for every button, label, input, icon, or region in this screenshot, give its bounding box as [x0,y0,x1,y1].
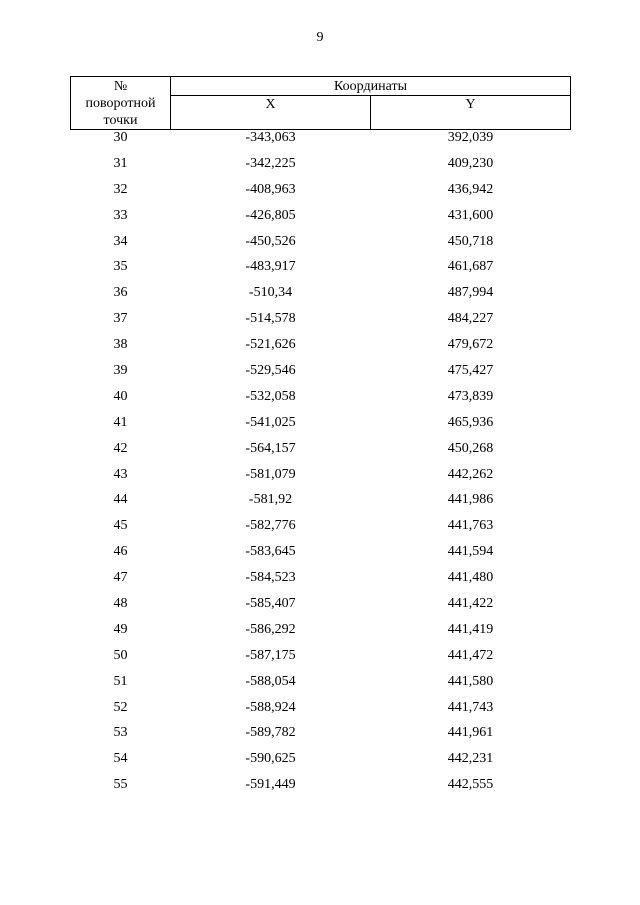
x-coordinate-cell: -591,449 [245,777,296,793]
table-row [71,337,571,363]
y-coordinate-cell: 473,839 [447,388,494,404]
y-coordinate-cell: 436,942 [447,181,494,197]
table-row [71,725,571,751]
table-row [71,544,571,570]
y-coordinate-cell: 442,262 [447,466,494,482]
point-number-cell: 43 [113,466,128,482]
table-row [71,518,571,544]
y-coordinate-cell: 409,230 [447,155,494,171]
table-row [71,285,571,311]
x-coordinate-cell: -510,34 [248,285,293,301]
y-coordinate-cell: 465,936 [447,414,494,430]
x-coordinate-cell: -483,917 [245,259,296,275]
point-number-cell: 44 [113,492,128,508]
x-coordinate-cell: -408,963 [245,181,296,197]
point-number-header-line1: № [113,78,128,94]
y-coordinate-cell: 431,600 [447,207,494,223]
table-row [71,648,571,674]
point-number-cell: 40 [113,388,128,404]
x-coordinate-cell: -581,92 [248,492,293,508]
point-number-cell: 52 [113,699,128,715]
point-number-cell: 45 [113,518,128,534]
table-row [71,156,571,182]
table-row [71,700,571,726]
y-header: Y [371,96,571,130]
table-row [71,363,571,389]
x-coordinate-cell: -564,157 [245,440,296,456]
table-row [71,415,571,441]
table-row [71,492,571,518]
point-number-cell: 39 [113,363,128,379]
y-coordinate-cell: 441,743 [447,699,494,715]
table-row [71,259,571,285]
y-coordinate-cell: 461,687 [447,259,494,275]
point-number-cell: 33 [113,207,128,223]
table-body [71,130,571,804]
x-coordinate-cell: -342,225 [245,155,296,171]
x-coordinate-cell: -529,546 [245,363,296,379]
point-number-cell: 34 [113,233,128,249]
table-row [71,234,571,260]
x-coordinate-cell: -590,625 [245,751,296,767]
table-row [71,208,571,234]
table-row [71,441,571,467]
x-coordinate-cell: -582,776 [245,518,296,534]
y-coordinate-cell: 441,480 [447,570,494,586]
x-coordinate-cell: -343,063 [245,130,296,145]
point-number-cell: 42 [113,440,128,456]
y-coordinate-cell: 484,227 [447,311,494,327]
point-number-cell: 46 [113,544,128,560]
point-number-cell: 41 [113,414,128,430]
point-number-cell: 31 [113,155,128,171]
x-coordinate-cell: -586,292 [245,621,296,637]
table-row [71,622,571,648]
table-row [71,674,571,700]
x-coordinate-cell: -450,526 [245,233,296,249]
y-coordinate-cell: 450,718 [447,233,494,249]
x-coordinate-cell: -584,523 [245,570,296,586]
y-coordinate-cell: 479,672 [447,337,494,353]
point-number-cell: 55 [113,777,128,793]
y-coordinate-cell: 487,994 [447,285,494,301]
point-number-cell: 49 [113,621,128,637]
y-coordinate-cell: 450,268 [447,440,494,456]
x-coordinate-cell: -521,626 [245,337,296,353]
table-row [71,182,571,208]
point-number-cell: 50 [113,647,128,663]
point-number-header-line3: точки [103,112,138,128]
y-coordinate-cell: 441,594 [447,544,494,560]
point-number-cell: 51 [113,673,128,689]
point-number-cell: 48 [113,596,128,612]
y-coordinate-cell: 441,961 [447,725,494,741]
page-number: 9 [316,30,324,45]
x-coordinate-cell: -589,782 [245,725,296,741]
point-number-header [71,77,171,130]
x-coordinate-cell: -585,407 [245,596,296,612]
x-coordinate-cell: -426,805 [245,207,296,223]
x-coordinate-cell: -588,054 [245,673,296,689]
point-number-cell: 38 [113,337,128,353]
table-header [71,77,571,130]
coordinates-table [70,76,571,803]
x-coordinate-cell: -588,924 [245,699,296,715]
y-coordinate-cell: 441,580 [447,673,494,689]
point-number-cell: 54 [113,751,128,767]
point-number-cell: 35 [113,259,128,275]
y-coordinate-cell: 442,231 [447,751,494,767]
y-coordinate-cell: 441,419 [447,621,494,637]
coordinates-header: Координаты [171,77,571,96]
x-header: X [171,96,371,130]
x-coordinate-cell: -581,079 [245,466,296,482]
x-coordinate-cell: -514,578 [245,311,296,327]
table-row [71,777,571,803]
x-coordinate-cell: -583,645 [245,544,296,560]
y-coordinate-cell: 441,763 [447,518,494,534]
y-coordinate-cell: 475,427 [447,363,494,379]
point-number-cell: 36 [113,285,128,301]
table-row [71,751,571,777]
y-coordinate-cell: 441,472 [447,647,494,663]
point-number-header-line2: поворотной [85,95,156,111]
y-coordinate-cell: 392,039 [447,130,494,145]
point-number-cell: 47 [113,570,128,586]
table-row [71,467,571,493]
x-coordinate-cell: -541,025 [245,414,296,430]
table-row [71,311,571,337]
table-row [71,570,571,596]
point-number-cell: 37 [113,311,128,327]
x-coordinate-cell: -587,175 [245,647,296,663]
point-number-cell: 32 [113,181,128,197]
table-row [71,389,571,415]
point-number-cell: 53 [113,725,128,741]
x-coordinate-cell: -532,058 [245,388,296,404]
table-row [71,596,571,622]
y-coordinate-cell: 441,986 [447,492,494,508]
y-coordinate-cell: 441,422 [447,596,494,612]
point-number-cell: 30 [113,130,128,145]
y-coordinate-cell: 442,555 [447,777,494,793]
table-row [71,130,571,156]
